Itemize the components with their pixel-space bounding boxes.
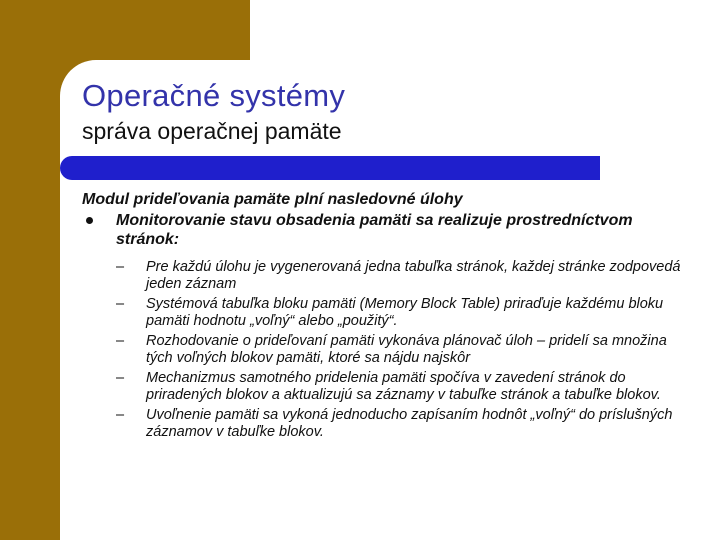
bullet-dot-icon <box>86 217 93 224</box>
slide-title: Operačné systémy <box>82 78 346 113</box>
list-item <box>82 370 682 403</box>
list-item <box>82 296 682 329</box>
dash-icon: – <box>116 407 125 423</box>
bullet-text: Monitorovanie stavu obsadenia pamäti sa realizuje prostredníctvom stránok: <box>116 212 633 248</box>
dash-icon: – <box>116 259 125 275</box>
content-heading: Modul prideľovania pamäte plní nasledovné úlohy <box>82 191 463 208</box>
dash-icon: – <box>116 296 125 312</box>
list-item-text: Pre každú úlohu je vygenerovaná jedna tabuľka stránok, každej stránke zodpovedá jeden záznam <box>146 259 681 292</box>
list-item <box>82 259 682 292</box>
dash-icon: – <box>116 333 125 349</box>
slide-subtitle: správa operačnej pamäte <box>82 118 342 144</box>
dash-icon: – <box>116 370 125 386</box>
slide-content <box>82 190 682 444</box>
list-item <box>82 407 682 440</box>
list-item-text: Systémová tabuľka bloku pamäti (Memory Block Table) priraďuje každému bloku pamäti hodnotu „voľný“ alebo „použitý“. <box>146 296 664 329</box>
list-item-text: Rozhodovanie o prideľovaní pamäti vykonáva plánovač úloh – pridelí sa množina tých voľných blokov pamäti, ktoré sa nájdu najskôr <box>146 333 667 366</box>
list-item <box>82 333 682 366</box>
list-item-text: Uvoľnenie pamäti sa vykoná jednoducho zapísaním hodnôt „voľný“ do príslušných záznamov v tabuľke blokov. <box>146 407 673 440</box>
title-divider-bar <box>60 156 600 180</box>
subitem-list <box>82 259 682 440</box>
bullet-item <box>82 211 682 249</box>
list-item-text: Mechanizmus samotného pridelenia pamäti spočíva v zavedení stránok do priradených blokov a aktualizujú sa záznamy v tabuľke stránok a tabuľke blokov. <box>146 370 661 403</box>
